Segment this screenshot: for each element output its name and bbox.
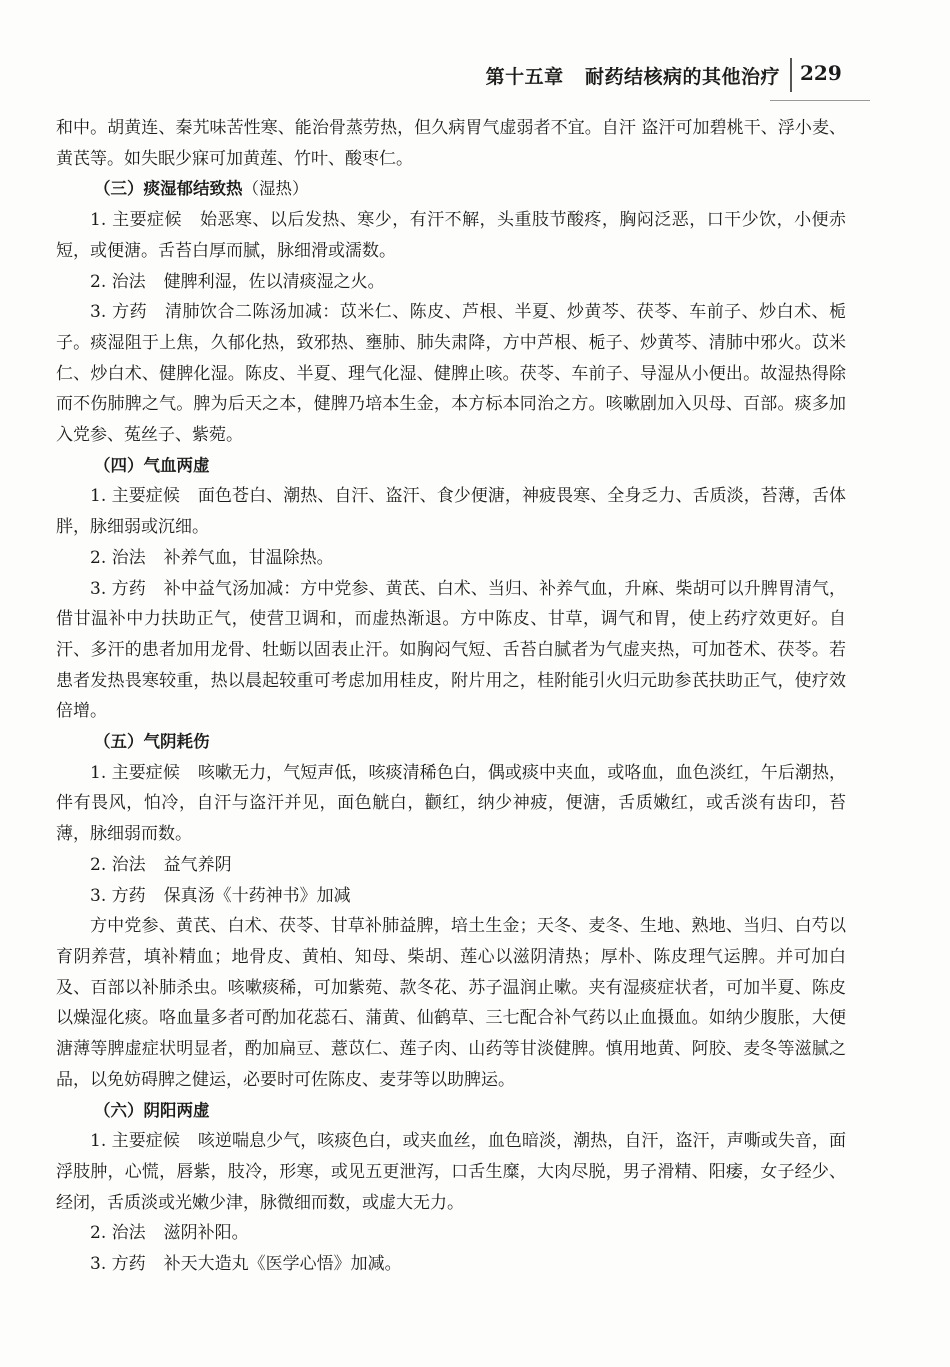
method-paragraph (56, 850, 846, 881)
section-title-6: （六）阴阳两虚 (94, 1100, 210, 1120)
intro-paragraph: 和中。胡黄连、秦艽味苦性寒、能治骨蒸劳热，但久病胃气虚弱者不宜。自汗 盗汗可加碧桃干、浮小麦、黄芪等。如失眠少寐可加黄莲、竹叶、酸枣仁。 (56, 118, 846, 169)
formula-text: 补天大造丸《医学心悟》加减。 (163, 1254, 402, 1275)
formula-explanation: 方中党参、黄芪、白术、茯苓、甘草补肺益脾，培土生金；天冬、麦冬、生地、熟地、当归、白芍以育阴养营，填补精血；地骨皮、黄柏、知母、柴胡、莲心以滋阴清热；厚朴、陈皮理气运脾。并可加白及、百部以补肺杀虫。咳嗽痰稀，可加紫菀、款冬花、苏子温润止嗽。夹有湿痰症状者，可加半夏、陈皮以燥湿化痰。咯血量多者可酌加花蕊石、蒲黄、仙鹤草、三七配合补气药以止血摄血。如纳少腹胀，大便溏薄等脾虚症状明显者，酌加扁豆、薏苡仁、莲子肉、山药等甘淡健脾。慎用地黄、阿胶、麦冬等滋腻之品，以免妨碍脾之健运，必要时可佐陈皮、麦芽等以助脾运。 (56, 916, 846, 1090)
formula-label: 3. 方药 (90, 302, 148, 323)
method-paragraph (56, 1218, 846, 1249)
header-divider (790, 58, 792, 92)
section-note: （湿热） (242, 179, 309, 199)
symptom-text: 面色苍白、潮热、自汗、盗汗、食少便溏，神疲畏寒、全身乏力、舌质淡，苔薄，舌体胖，脉细弱或沉细。 (56, 486, 846, 538)
formula-label: 3. 方药 (90, 1254, 146, 1275)
section-title-3 (56, 174, 846, 205)
method-text: 益气养阴 (163, 854, 232, 875)
symptom-text: 咳嗽无力，气短声低，咳痰清稀色白，偶或痰中夹血，或咯血，血色淡红，午后潮热，伴有畏风，怕冷，自汗与盗汗并见，面色觥白，颧红，纳少神疲，便溏，舌质嫩红，或舌淡有齿印，苔薄，脉细弱而数。 (56, 762, 846, 845)
section-title-4: （四）气血两虚 (94, 455, 210, 475)
section-title-5: （五）气阴耗伤 (94, 732, 210, 752)
method-text: 健脾利湿，佐以清痰湿之火。 (163, 271, 385, 292)
formula-paragraph (56, 297, 846, 451)
symptom-text: 始恶寒、以后发热、寒少，有汗不解，头重肢节酸疼，胸闷泛恶，口干少饮，小便赤短，或便溏。舌苔白厚而腻，脉细滑或濡数。 (56, 210, 847, 261)
running-head (486, 62, 780, 89)
formula-label: 3. 方药 (90, 578, 146, 599)
method-label: 2. 治法 (90, 854, 146, 875)
method-paragraph (56, 267, 846, 298)
page-header (0, 58, 950, 98)
symptom-label: 1. 主要症候 (90, 486, 180, 507)
chapter-number: 第十五章 (485, 66, 564, 88)
symptom-label: 1. 主要症候 (90, 1131, 180, 1152)
formula-label: 3. 方药 (90, 885, 146, 906)
page-number: 229 (800, 61, 842, 85)
formula-text: 保真汤《十药神书》加减 (163, 885, 351, 906)
formula-paragraph (56, 574, 846, 728)
method-label: 2. 治法 (90, 547, 146, 568)
method-text: 补养气血，甘温除热。 (163, 547, 334, 568)
method-text: 滋阴补阳。 (163, 1223, 249, 1244)
method-label: 2. 治法 (90, 271, 146, 292)
formula-text: 补中益气汤加减：方中党参、黄芪、白术、当归、补养气血，升麻、柴胡可以升脾胃清气，借甘温补中力扶助正气，使营卫调和，而虚热渐退。方中陈皮、甘草，调气和胃，使上药疗效更好。自汗、多汗的患者加用龙骨、牡蛎以固表止汗。如胸闷气短、舌苔白腻者为气虚夹热，可加苍术、茯苓。若患者发热畏寒较重，热以晨起较重可考虑加用桂皮，附片用之，桂附能引火归元助参芪扶助正气，使疗效倍增。 (56, 578, 847, 722)
symptom-paragraph (56, 205, 846, 266)
symptom-label: 1. 主要症候 (90, 762, 180, 783)
symptom-label: 1. 主要症候 (90, 210, 182, 231)
section-heading: （三）痰湿郁结致热 (94, 179, 243, 199)
method-label: 2. 治法 (90, 1223, 146, 1244)
header-rule (770, 100, 870, 101)
symptom-paragraph (56, 1126, 846, 1218)
symptom-paragraph (56, 758, 846, 850)
formula-text: 清肺饮合二陈汤加减：苡米仁、陈皮、芦根、半夏、炒黄芩、茯苓、车前子、炒白术、栀子。痰湿阻于上焦，久郁化热，致邪热、壅肺、肺失肃降，方中芦根、栀子、炒黄芩、清肺中邪火。苡米仁、炒白术、健脾化湿。陈皮、半夏、理气化湿、健脾止咳。茯苓、车前子、导湿从小便出。故湿热得除而不伤肺脾之气。脾为后天之本，健脾乃培本生金，本方标本同治之方。咳嗽剧加入贝母、百部。痰多加入党参、菟丝子、紫菀。 (56, 302, 847, 446)
formula-paragraph (56, 881, 846, 912)
symptom-paragraph (56, 481, 846, 542)
chapter-title: 耐药结核病的其他治疗 (584, 66, 780, 88)
method-paragraph (56, 543, 846, 574)
formula-paragraph (56, 1249, 846, 1280)
page-body (56, 113, 846, 1280)
symptom-text: 咳逆喘息少气，咳痰色白，或夹血丝，血色暗淡，潮热，自汗，盗汗，声嘶或失音，面浮肢肿，心慌，唇紫，肢冷，形寒，或见五更泄泻，口舌生糜，大肉尽脱，男子滑精、阳痿，女子经少、经闭，舌质淡或光嫩少津，脉微细而数，或虚大无力。 (56, 1131, 846, 1213)
